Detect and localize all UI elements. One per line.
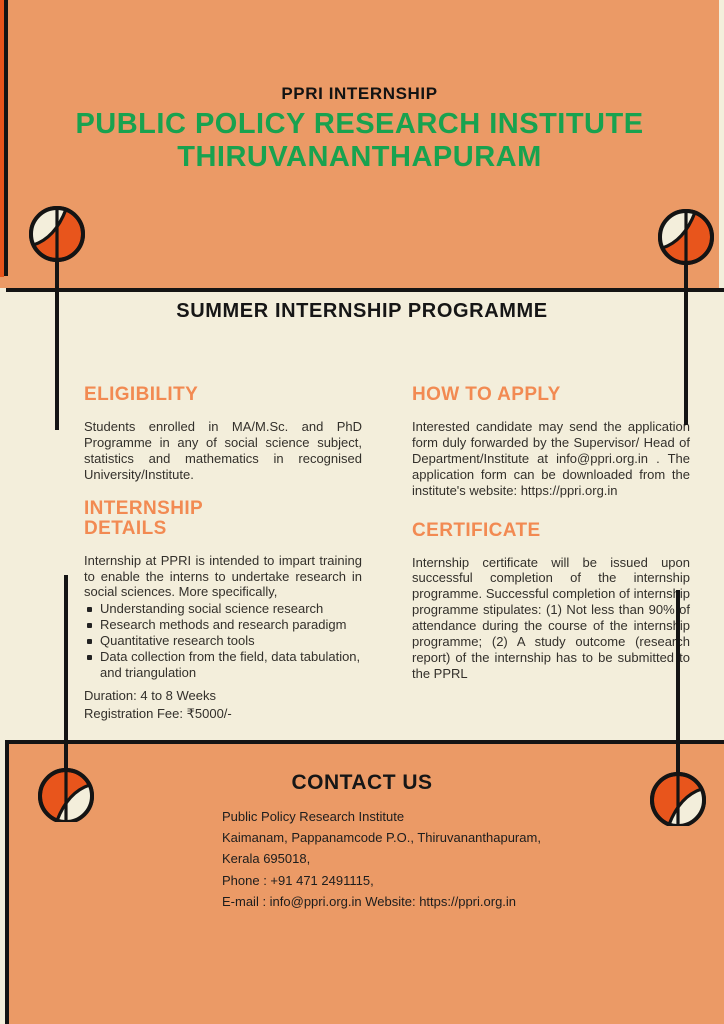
how-to-apply-body: Interested candidate may send the application form duly forwarded by the Supervisor/ Head of Department/Institute at info@ppri.org.in . The application form can be downloaded from the institute's website: https://ppri.org.in [412,419,690,498]
kicker-text: PPRI INTERNSHIP [281,84,438,103]
contact-address-line: Kaimanam, Pappanamcode P.O., Thiruvananthapuram, [222,830,541,846]
bullet-item: Understanding social science research [84,601,362,617]
poster-title-line-2: THIRUVANANTHAPURAM [177,141,542,173]
certificate-heading: CERTIFICATE [412,519,541,541]
bullet-item: Quantitative research tools [84,633,362,649]
circle-ornament-top-left [25,202,89,432]
certificate-body: Internship certificate will be issued upon successful completion of the internship programme. Successful completion of internship programme stipulates: (1) Not less than 90% of attendance during the course of the internship programme; (2) A study outcome (research report) of the internship has to be submitted to the PPRL [412,554,690,681]
eligibility-heading: ELIGIBILITY [84,384,199,405]
contact-banner-top-border [5,740,724,744]
circle-ornament-bottom-right [646,590,710,826]
contact-address-line: Phone : +91 471 2491115, [222,872,374,888]
internship-details-intro: Internship at PPRI is intended to impart training to enable the interns to undertake research in social sciences. More specifically, [84,552,362,600]
left-column [84,385,362,722]
contact-address-line: Kerala 695018, [222,851,311,867]
eligibility-body: Students enrolled in MA/M.Sc. and PhD Programme in any of social science subject, statistics and mathematics in recognised University/Institute. [84,419,362,482]
how-to-apply-heading: HOW TO APPLY [412,384,561,405]
contact-address-line: E-mail : info@ppri.org.in Website: https://ppri.org.in [222,893,517,909]
poster-title-line-1: PUBLIC POLICY RESEARCH INSTITUTE [75,108,644,140]
internship-details-bullets [84,601,362,681]
contact-address-line: Public Policy Research Institute [222,809,405,824]
internship-details-heading [84,499,362,539]
contact-address [222,806,642,912]
bullet-item: Research methods and research paradigm [84,617,362,633]
fee-text: Registration Fee: ₹5000/- [84,706,232,722]
circle-ornament-top-right [654,205,718,427]
duration-text: Duration: 4 to 8 Weeks [84,688,216,704]
programme-banner-title: SUMMER INTERNSHIP PROGRAMME [176,300,548,322]
circle-ornament-bottom-left [34,575,98,822]
poster-title [0,108,719,174]
bullet-item: Data collection from the field, data tabulation, and triangulation [84,649,362,681]
internship-details-heading-line-2: DETAILS [84,517,167,539]
contact-heading: CONTACT US [291,771,433,794]
top-banner-bottom-border [6,288,724,292]
internship-details-heading-line-1: INTERNSHIP [84,497,204,519]
